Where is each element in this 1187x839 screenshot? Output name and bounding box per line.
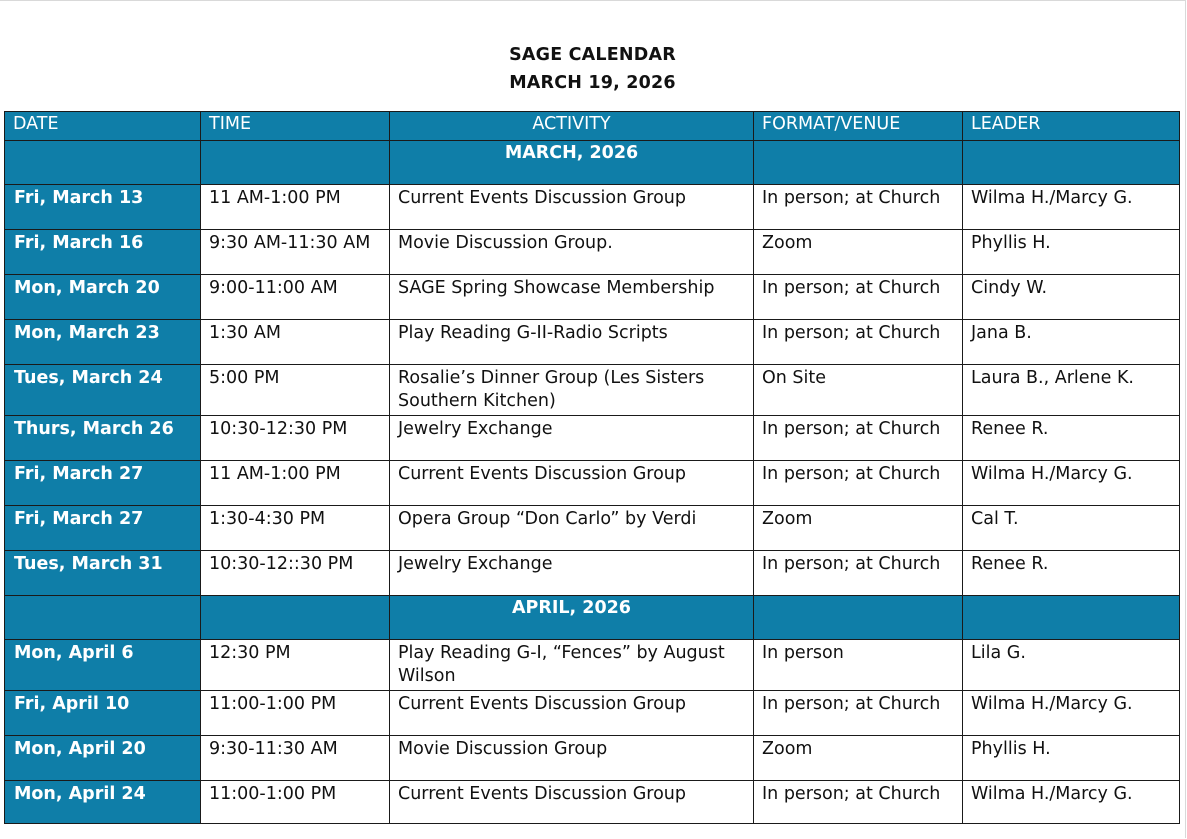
table-row — [5, 320, 1180, 365]
table-row — [5, 506, 1180, 551]
event-activity: Current Events Discussion Group — [390, 461, 754, 506]
month-label: MARCH, 2026 — [390, 141, 754, 185]
event-venue: In person; at Church — [754, 461, 963, 506]
event-date: Mon, March 20 — [5, 275, 201, 320]
event-leader: Wilma H./Marcy G. — [963, 691, 1180, 736]
event-venue: On Site — [754, 365, 963, 416]
document-date: MARCH 19, 2026 — [509, 73, 676, 93]
event-leader: Lila G. — [963, 640, 1180, 691]
event-time: 10:30-12:30 PM — [201, 416, 390, 461]
event-time: 5:00 PM — [201, 365, 390, 416]
event-time: 9:30 AM-11:30 AM — [201, 230, 390, 275]
event-activity: Movie Discussion Group. — [390, 230, 754, 275]
event-time: 1:30 AM — [201, 320, 390, 365]
event-date: Thurs, March 26 — [5, 416, 201, 461]
event-time: 10:30-12::30 PM — [201, 551, 390, 596]
event-venue: In person; at Church — [754, 551, 963, 596]
event-time: 11 AM-1:00 PM — [201, 461, 390, 506]
event-venue: Zoom — [754, 736, 963, 781]
event-activity: SAGE Spring Showcase Membership — [390, 275, 754, 320]
table-row — [5, 551, 1180, 596]
table-row — [5, 781, 1180, 824]
event-time: 9:00-11:00 AM — [201, 275, 390, 320]
event-leader: Renee R. — [963, 416, 1180, 461]
event-time: 9:30-11:30 AM — [201, 736, 390, 781]
table-row — [5, 691, 1180, 736]
event-venue: In person; at Church — [754, 320, 963, 365]
event-time: 11:00-1:00 PM — [201, 691, 390, 736]
month-cell-empty — [201, 596, 390, 640]
event-leader: Wilma H./Marcy G. — [963, 461, 1180, 506]
event-date: Tues, March 31 — [5, 551, 201, 596]
month-cell-empty — [5, 596, 201, 640]
table-row — [5, 365, 1180, 416]
month-cell-empty — [201, 141, 390, 185]
event-date: Fri, March 13 — [5, 185, 201, 230]
event-date: Tues, March 24 — [5, 365, 201, 416]
event-venue: In person; at Church — [754, 781, 963, 824]
table-row — [5, 736, 1180, 781]
table-row — [5, 230, 1180, 275]
event-activity: Jewelry Exchange — [390, 551, 754, 596]
event-leader: Wilma H./Marcy G. — [963, 781, 1180, 824]
event-leader: Cal T. — [963, 506, 1180, 551]
event-time: 1:30-4:30 PM — [201, 506, 390, 551]
month-cell-empty — [963, 596, 1180, 640]
event-time: 11 AM-1:00 PM — [201, 185, 390, 230]
table-header-row — [5, 112, 1180, 141]
table-row — [5, 416, 1180, 461]
event-activity: Play Reading G-II-Radio Scripts — [390, 320, 754, 365]
month-cell-empty — [963, 141, 1180, 185]
event-activity: Opera Group “Don Carlo” by Verdi — [390, 506, 754, 551]
column-header-venue: FORMAT/VENUE — [754, 112, 963, 141]
event-date: Fri, April 10 — [5, 691, 201, 736]
event-activity: Play Reading G-I, “Fences” by August Wilson — [390, 640, 754, 691]
event-venue: In person — [754, 640, 963, 691]
table-row — [5, 275, 1180, 320]
month-cell-empty — [5, 141, 201, 185]
event-activity: Jewelry Exchange — [390, 416, 754, 461]
event-date: Fri, March 27 — [5, 506, 201, 551]
event-leader: Cindy W. — [963, 275, 1180, 320]
event-leader: Jana B. — [963, 320, 1180, 365]
event-activity: Movie Discussion Group — [390, 736, 754, 781]
event-date: Fri, March 27 — [5, 461, 201, 506]
event-activity: Current Events Discussion Group — [390, 185, 754, 230]
event-leader: Renee R. — [963, 551, 1180, 596]
event-activity: Current Events Discussion Group — [390, 781, 754, 824]
event-leader: Phyllis H. — [963, 736, 1180, 781]
event-date: Mon, March 23 — [5, 320, 201, 365]
event-activity: Rosalie’s Dinner Group (Les Sisters Southern Kitchen) — [390, 365, 754, 416]
event-venue: In person; at Church — [754, 275, 963, 320]
event-venue: Zoom — [754, 230, 963, 275]
event-leader: Wilma H./Marcy G. — [963, 185, 1180, 230]
table-row — [5, 640, 1180, 691]
month-cell-empty — [754, 596, 963, 640]
column-header-activity: ACTIVITY — [390, 112, 754, 141]
event-time: 12:30 PM — [201, 640, 390, 691]
event-venue: Zoom — [754, 506, 963, 551]
column-header-date: DATE — [5, 112, 201, 141]
event-date: Mon, April 24 — [5, 781, 201, 824]
event-leader: Phyllis H. — [963, 230, 1180, 275]
document-title: SAGE CALENDAR — [509, 45, 676, 65]
month-row-march — [5, 141, 1180, 185]
event-venue: In person; at Church — [754, 185, 963, 230]
month-cell-empty — [754, 141, 963, 185]
event-leader: Laura B., Arlene K. — [963, 365, 1180, 416]
event-venue: In person; at Church — [754, 691, 963, 736]
event-date: Mon, April 20 — [5, 736, 201, 781]
table-row — [5, 185, 1180, 230]
month-row-april — [5, 596, 1180, 640]
calendar-table — [4, 111, 1180, 824]
month-label: APRIL, 2026 — [390, 596, 754, 640]
event-venue: In person; at Church — [754, 416, 963, 461]
event-date: Fri, March 16 — [5, 230, 201, 275]
column-header-time: TIME — [201, 112, 390, 141]
event-activity: Current Events Discussion Group — [390, 691, 754, 736]
event-date: Mon, April 6 — [5, 640, 201, 691]
event-time: 11:00-1:00 PM — [201, 781, 390, 824]
table-row — [5, 461, 1180, 506]
column-header-leader: LEADER — [963, 112, 1180, 141]
